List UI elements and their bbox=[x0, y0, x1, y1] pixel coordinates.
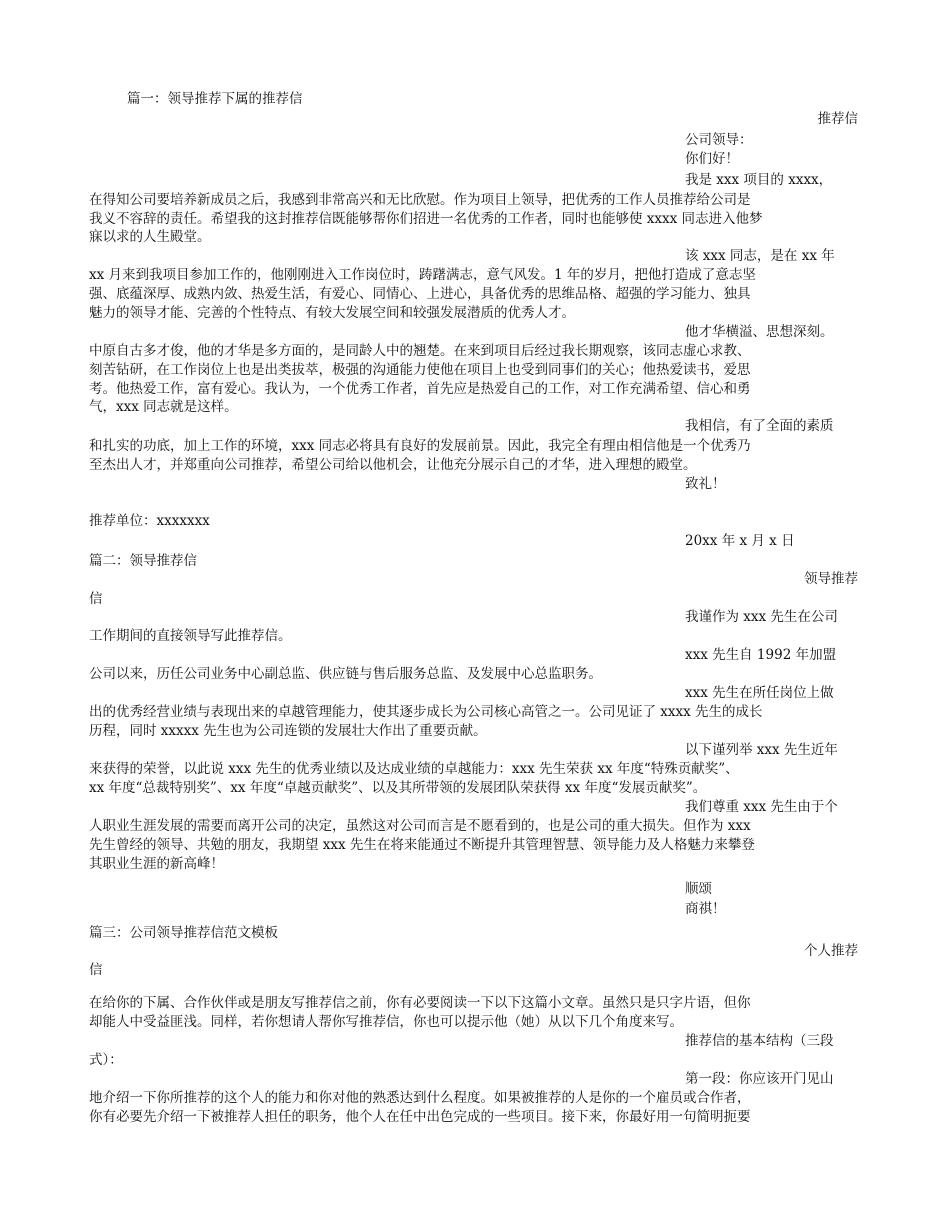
paragraph-line: 考。他热爱工作，富有爱心。我认为，一个优秀工作者，首先应是热爱自己的工作，对工作充满希望、信心和勇 bbox=[89, 381, 751, 397]
letter-title-continued: 信 bbox=[89, 962, 103, 978]
paragraph-line: 刻苦钻研，在工作岗位上也是出类拔萃，极强的沟通能力使他在项目上也受到同事们的关心；他热爱读书，爱思 bbox=[89, 362, 751, 378]
paragraph-line: 来获得的荣誉，以此说 xxx 先生的优秀业绩以及达成业绩的卓越能力：xxx 先生荣获 xx 年度“特殊贡献奖”、 bbox=[89, 761, 739, 777]
letter-title: 领导推荐 bbox=[804, 571, 858, 587]
paragraph-line: 我义不容辞的责任。希望我的这封推荐信既能够帮你们招进一名优秀的工作者，同时也能够使 xxxx 同志进入他梦 bbox=[89, 211, 763, 227]
section-heading: 篇三：公司领导推荐信范文模板 bbox=[89, 925, 278, 941]
closing: 致礼！ bbox=[685, 476, 726, 492]
paragraph-line: 你有必要先介绍一下被推荐人担任的职务，他个人在任中出色完成的一些项目。接下来，你最好用一句简明扼要 bbox=[89, 1109, 751, 1125]
section-heading: 篇一：领导推荐下属的推荐信 bbox=[127, 91, 303, 107]
paragraph-lead: 我谨作为 xxx 先生在公司 bbox=[685, 609, 838, 625]
paragraph-line: 和扎实的功底，加上工作的环境，xxx 同志必将具有良好的发展前景。因此，我完全有理由相信他是一个优秀乃 bbox=[89, 438, 751, 454]
paragraph-lead: 推荐信的基本结构（三段 bbox=[685, 1033, 834, 1049]
salutation: 公司领导： bbox=[685, 132, 753, 148]
letter-title-continued: 信 bbox=[89, 591, 103, 607]
paragraph-line: 历程，同时 xxxxx 先生也为公司连锁的发展壮大作出了重要贡献。 bbox=[89, 723, 487, 739]
paragraph-line: 至杰出人才，并郑重向公司推荐，希望公司给以他机会，让他充分展示自己的才华，进入理想的殿堂。 bbox=[89, 457, 697, 473]
paragraph-line: 公司以来，历任公司业务中心副总监、供应链与售后服务总监、及发展中心总监职务。 bbox=[89, 666, 602, 682]
paragraph-lead: xxx 先生自 1992 年加盟 bbox=[685, 647, 837, 663]
closing: 商祺！ bbox=[685, 901, 726, 917]
letter-date: 20xx 年 x 月 x 日 bbox=[685, 533, 795, 549]
paragraph-line: 地介绍一下你所推荐的这个人的能力和你对他的熟悉达到什么程度。如果被推荐的人是你的一个雇员或合作者， bbox=[89, 1090, 751, 1106]
paragraph-lead: 以下谨列举 xxx 先生近年 bbox=[685, 742, 838, 758]
paragraph-line: 其职业生涯的新高峰！ bbox=[89, 856, 224, 872]
paragraph-line: 式）： bbox=[89, 1052, 123, 1068]
paragraph-line: 人职业生涯发展的需要而离开公司的决定，虽然这对公司而言是不愿看到的，也是公司的重大损失。但作为 xxx bbox=[89, 818, 751, 834]
paragraph-line: 在得知公司要培养新成员之后，我感到非常高兴和无比欣慰。作为项目上领导，把优秀的工作人员推荐给公司是 bbox=[89, 192, 751, 208]
paragraph-lead: 他才华横溢、思想深刻。 bbox=[685, 324, 834, 340]
paragraph-lead: 我相信，有了全面的素质 bbox=[685, 418, 834, 434]
letter-title: 推荐信 bbox=[817, 111, 858, 127]
paragraph-line: 出的优秀经营业绩与表现出来的卓越管理能力，使其逐步成长为公司核心高管之一。公司见证了 xxxx 先生的成长 bbox=[89, 704, 763, 720]
recommending-unit: 推荐单位：xxxxxxx bbox=[89, 513, 210, 529]
paragraph-lead: xxx 先生在所任岗位上做 bbox=[685, 685, 834, 701]
paragraph-line: 中原自古多才俊，他的才华是多方面的，是同龄人中的翘楚。在来到项目后经过我长期观察，该同志虚心求教、 bbox=[89, 343, 751, 359]
paragraph-line: 在给你的下属、合作伙伴或是朋友写推荐信之前，你有必要阅读一下以下这篇小文章。虽然只是只字片语，但你 bbox=[89, 995, 751, 1011]
paragraph-lead: 该 xxx 同志，是在 xx 年 bbox=[685, 248, 835, 264]
paragraph-line: 寐以求的人生殿堂。 bbox=[89, 229, 211, 245]
paragraph-lead: 我是 xxx 项目的 xxxx， bbox=[685, 172, 833, 188]
paragraph-line: 气，xxx 同志就是这样。 bbox=[89, 399, 238, 415]
paragraph-line: xx 年度“总裁特别奖”、xx 年度“卓越贡献奖”、以及其所带领的发展团队荣获得 xx 年度“发展贡献奖”。 bbox=[89, 780, 707, 796]
letter-title: 个人推荐 bbox=[804, 943, 858, 959]
paragraph-line: xx 月来到我项目参加工作的，他刚刚进入工作岗位时，踌躇满志，意气风发。1 年的岁月，把他打造成了意志坚 bbox=[89, 267, 756, 283]
paragraph-line: 魅力的领导才能、完善的个性特点、有较大发展空间和较强发展潜质的优秀人才。 bbox=[89, 305, 575, 321]
paragraph-lead: 第一段：你应该开门见山 bbox=[685, 1071, 834, 1087]
paragraph-lead: 我们尊重 xxx 先生由于个 bbox=[685, 799, 838, 815]
paragraph-line: 强、底蕴深厚、成熟内敛、热爱生活，有爱心、同情心、上进心，具备优秀的思维品格、超强的学习能力、独具 bbox=[89, 286, 751, 302]
paragraph-line: 却能人中受益匪浅。同样，若你想请人帮你写推荐信，你也可以提示他（她）从以下几个角度来写。 bbox=[89, 1014, 683, 1030]
greeting: 你们好！ bbox=[685, 151, 739, 167]
paragraph-line: 先生曾经的领导、共勉的朋友，我期望 xxx 先生在将来能通过不断提升其管理智慧、领导能力及人格魅力来攀登 bbox=[89, 837, 755, 853]
section-heading: 篇二：领导推荐信 bbox=[89, 553, 197, 569]
closing: 顺颂 bbox=[685, 881, 712, 897]
paragraph-line: 工作期间的直接领导写此推荐信。 bbox=[89, 628, 292, 644]
